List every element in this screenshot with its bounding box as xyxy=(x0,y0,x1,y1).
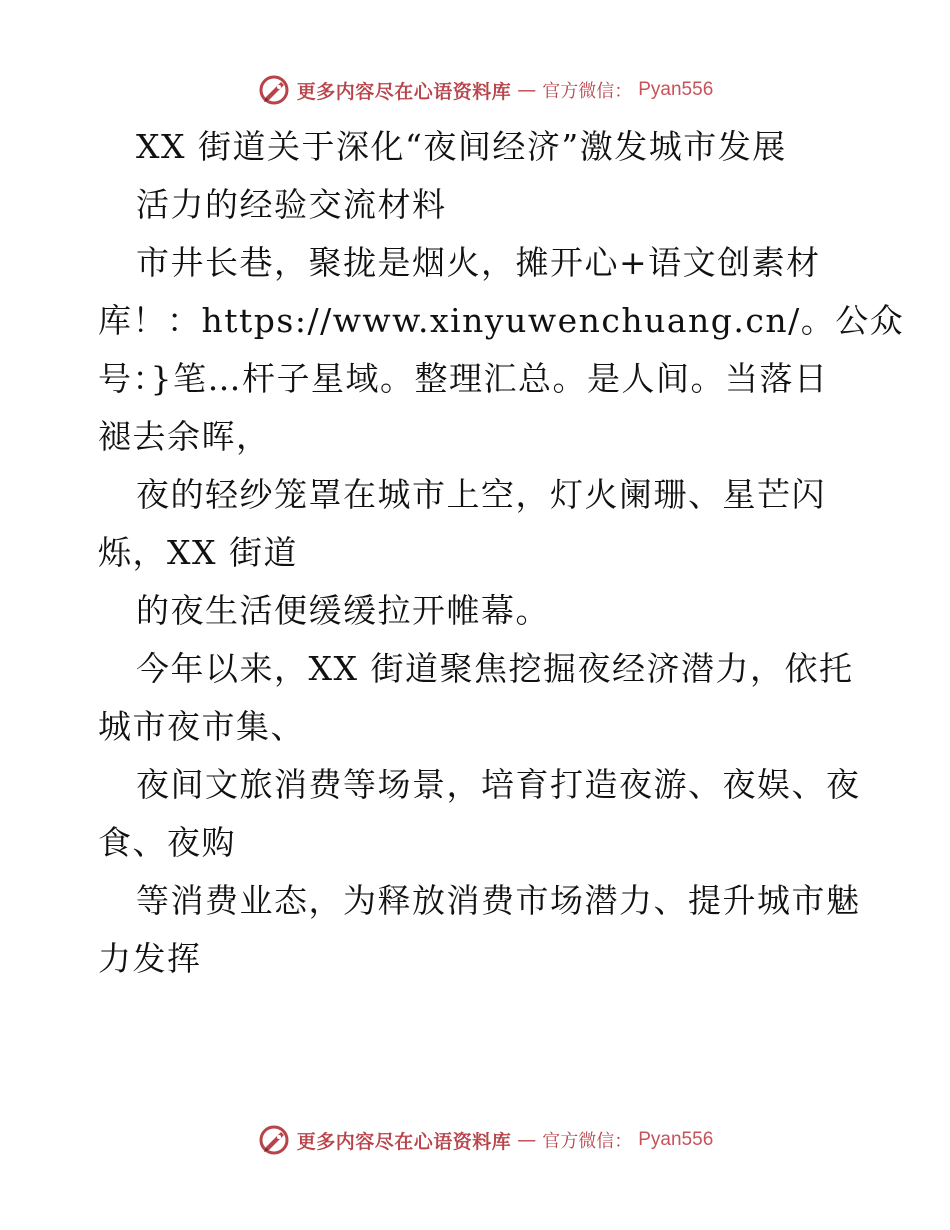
watermark-main-text: 更多内容尽在心语资料库 xyxy=(296,80,512,103)
doc-line: 活力的经验交流材料 xyxy=(136,185,447,224)
watermark-wechat-id: Pyan556 xyxy=(638,1129,714,1150)
doc-line: 力发挥 xyxy=(98,939,202,978)
pen-logo-icon xyxy=(257,1123,291,1157)
watermark-group xyxy=(257,1123,714,1157)
watermark-wechat-id: Pyan556 xyxy=(638,79,714,100)
doc-line: 夜间文旅消费等场景，培育打造夜游、夜娱、夜 xyxy=(136,765,861,804)
footer-watermark xyxy=(0,1120,950,1160)
doc-line: 库！：https://www.xinyuwenchuang.cn/。公众 xyxy=(98,301,905,340)
doc-line: 的夜生活便缓缓拉开帷幕。 xyxy=(136,591,550,630)
watermark-group xyxy=(257,73,714,107)
doc-line: 食、夜购 xyxy=(98,823,236,862)
document-body xyxy=(98,118,905,988)
doc-line: 市井长巷，聚拢是烟火，摊开心+语文创素材 xyxy=(136,243,821,282)
doc-line: XX 街道关于深化“夜间经济”激发城市发展 xyxy=(136,127,787,166)
doc-line: 烁，XX 街道 xyxy=(98,533,298,572)
watermark-main-text: 更多内容尽在心语资料库 xyxy=(296,1130,512,1153)
doc-line: 等消费业态，为释放消费市场潜力、提升城市魅 xyxy=(136,881,861,920)
watermark-sub-text: 官方微信： xyxy=(542,1131,633,1152)
doc-line: 号：}笔…杆子星域。整理汇总。是人间。当落日 xyxy=(98,359,829,398)
doc-line: 夜的轻纱笼罩在城市上空，灯火阑珊、星芒闪 xyxy=(136,475,826,514)
watermark-sub-text: 官方微信： xyxy=(542,81,633,102)
doc-line: 今年以来，XX 街道聚焦挖掘夜经济潜力，依托 xyxy=(136,649,854,688)
watermark-dash: — xyxy=(517,79,537,101)
watermark-dash: — xyxy=(517,1129,537,1151)
pen-logo-icon xyxy=(257,73,291,107)
header-watermark xyxy=(0,70,950,110)
doc-line: 褪去余晖， xyxy=(98,417,271,456)
doc-line: 城市夜市集、 xyxy=(98,707,305,746)
